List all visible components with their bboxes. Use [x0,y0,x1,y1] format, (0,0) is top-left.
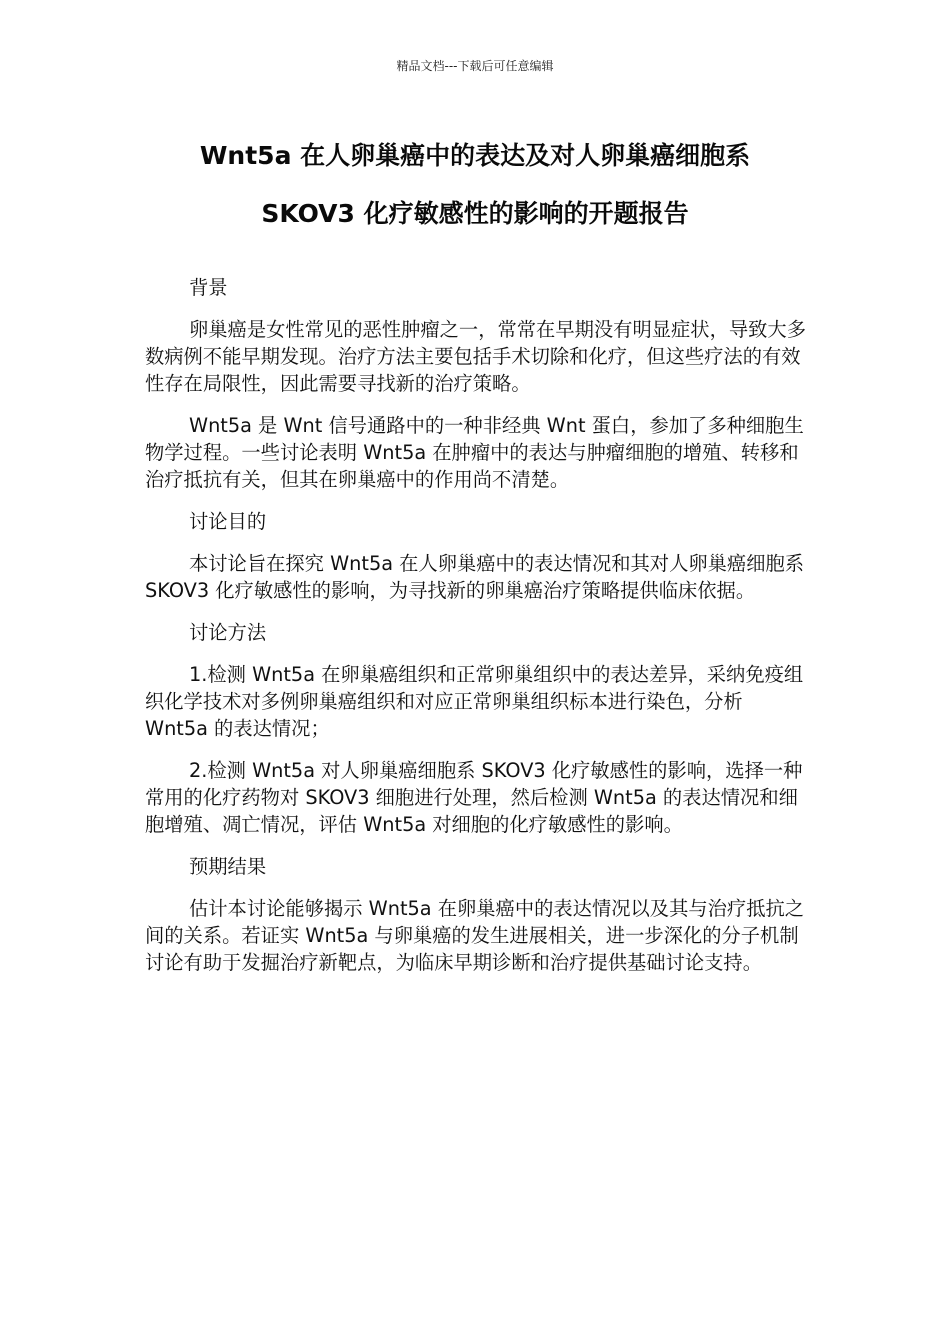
section-heading-method: 讨论方法 [189,621,267,644]
section-heading-background: 背景 [189,276,228,299]
paragraph-background-1: 卵巢癌是女性常见的恶性肿瘤之一，常常在早期没有明显症状，导致大多数病例不能早期发现。治疗方法主要包括手术切除和化疗，但这些疗法的有效性存在局限性，因此需要寻找新的治疗策略。 [145,318,806,395]
paragraph-method-1: 1.检测 Wnt5a 在卵巢癌组织和正常卵巢组织中的表达差异，采纳免疫组织化学技术对多例卵巢癌组织和对应正常卵巢组织标本进行染色，分析 Wnt5a 的表达情况； [145,663,804,740]
paragraph-purpose-1: 本讨论旨在探究 Wnt5a 在人卵巢癌中的表达情况和其对人卵巢癌细胞系 SKOV3 化疗敏感性的影响，为寻找新的卵巢癌治疗策略提供临床依据。 [145,552,805,602]
paragraph-result-1: 估计本讨论能够揭示 Wnt5a 在卵巢癌中的表达情况以及其与治疗抵抗之间的关系。若证实 Wnt5a 与卵巢癌的发生进展相关，进一步深化的分子机制讨论有助于发掘治疗新靶点，为临床早期诊断和治疗提供基础讨论支持。 [145,897,805,974]
section-heading-result: 预期结果 [189,855,267,878]
section-heading-purpose: 讨论目的 [189,510,267,533]
paragraph-background-2: Wnt5a 是 Wnt 信号通路中的一种非经典 Wnt 蛋白，参加了多种细胞生物学过程。一些讨论表明 Wnt5a 在肿瘤中的表达与肿瘤细胞的增殖、转移和治疗抵抗有关，但其在卵巢癌中的作用尚不清楚。 [145,414,804,491]
document-title-line-1: Wnt5a 在人卵巢癌中的表达及对人卵巢癌细胞系 [199,141,751,170]
document-body [145,274,810,991]
document-title-line-2: SKOV3 化疗敏感性的影响的开题报告 [261,199,689,228]
paragraph-method-2: 2.检测 Wnt5a 对人卵巢癌细胞系 SKOV3 化疗敏感性的影响，选择一种常用的化疗药物对 SKOV3 细胞进行处理，然后检测 Wnt5a 的表达情况和细胞增殖、凋亡情况，评估 Wnt5a 对细胞的化疗敏感性的影响。 [145,759,803,836]
header-note: 精品文档---下载后可任意编辑 [396,59,554,73]
